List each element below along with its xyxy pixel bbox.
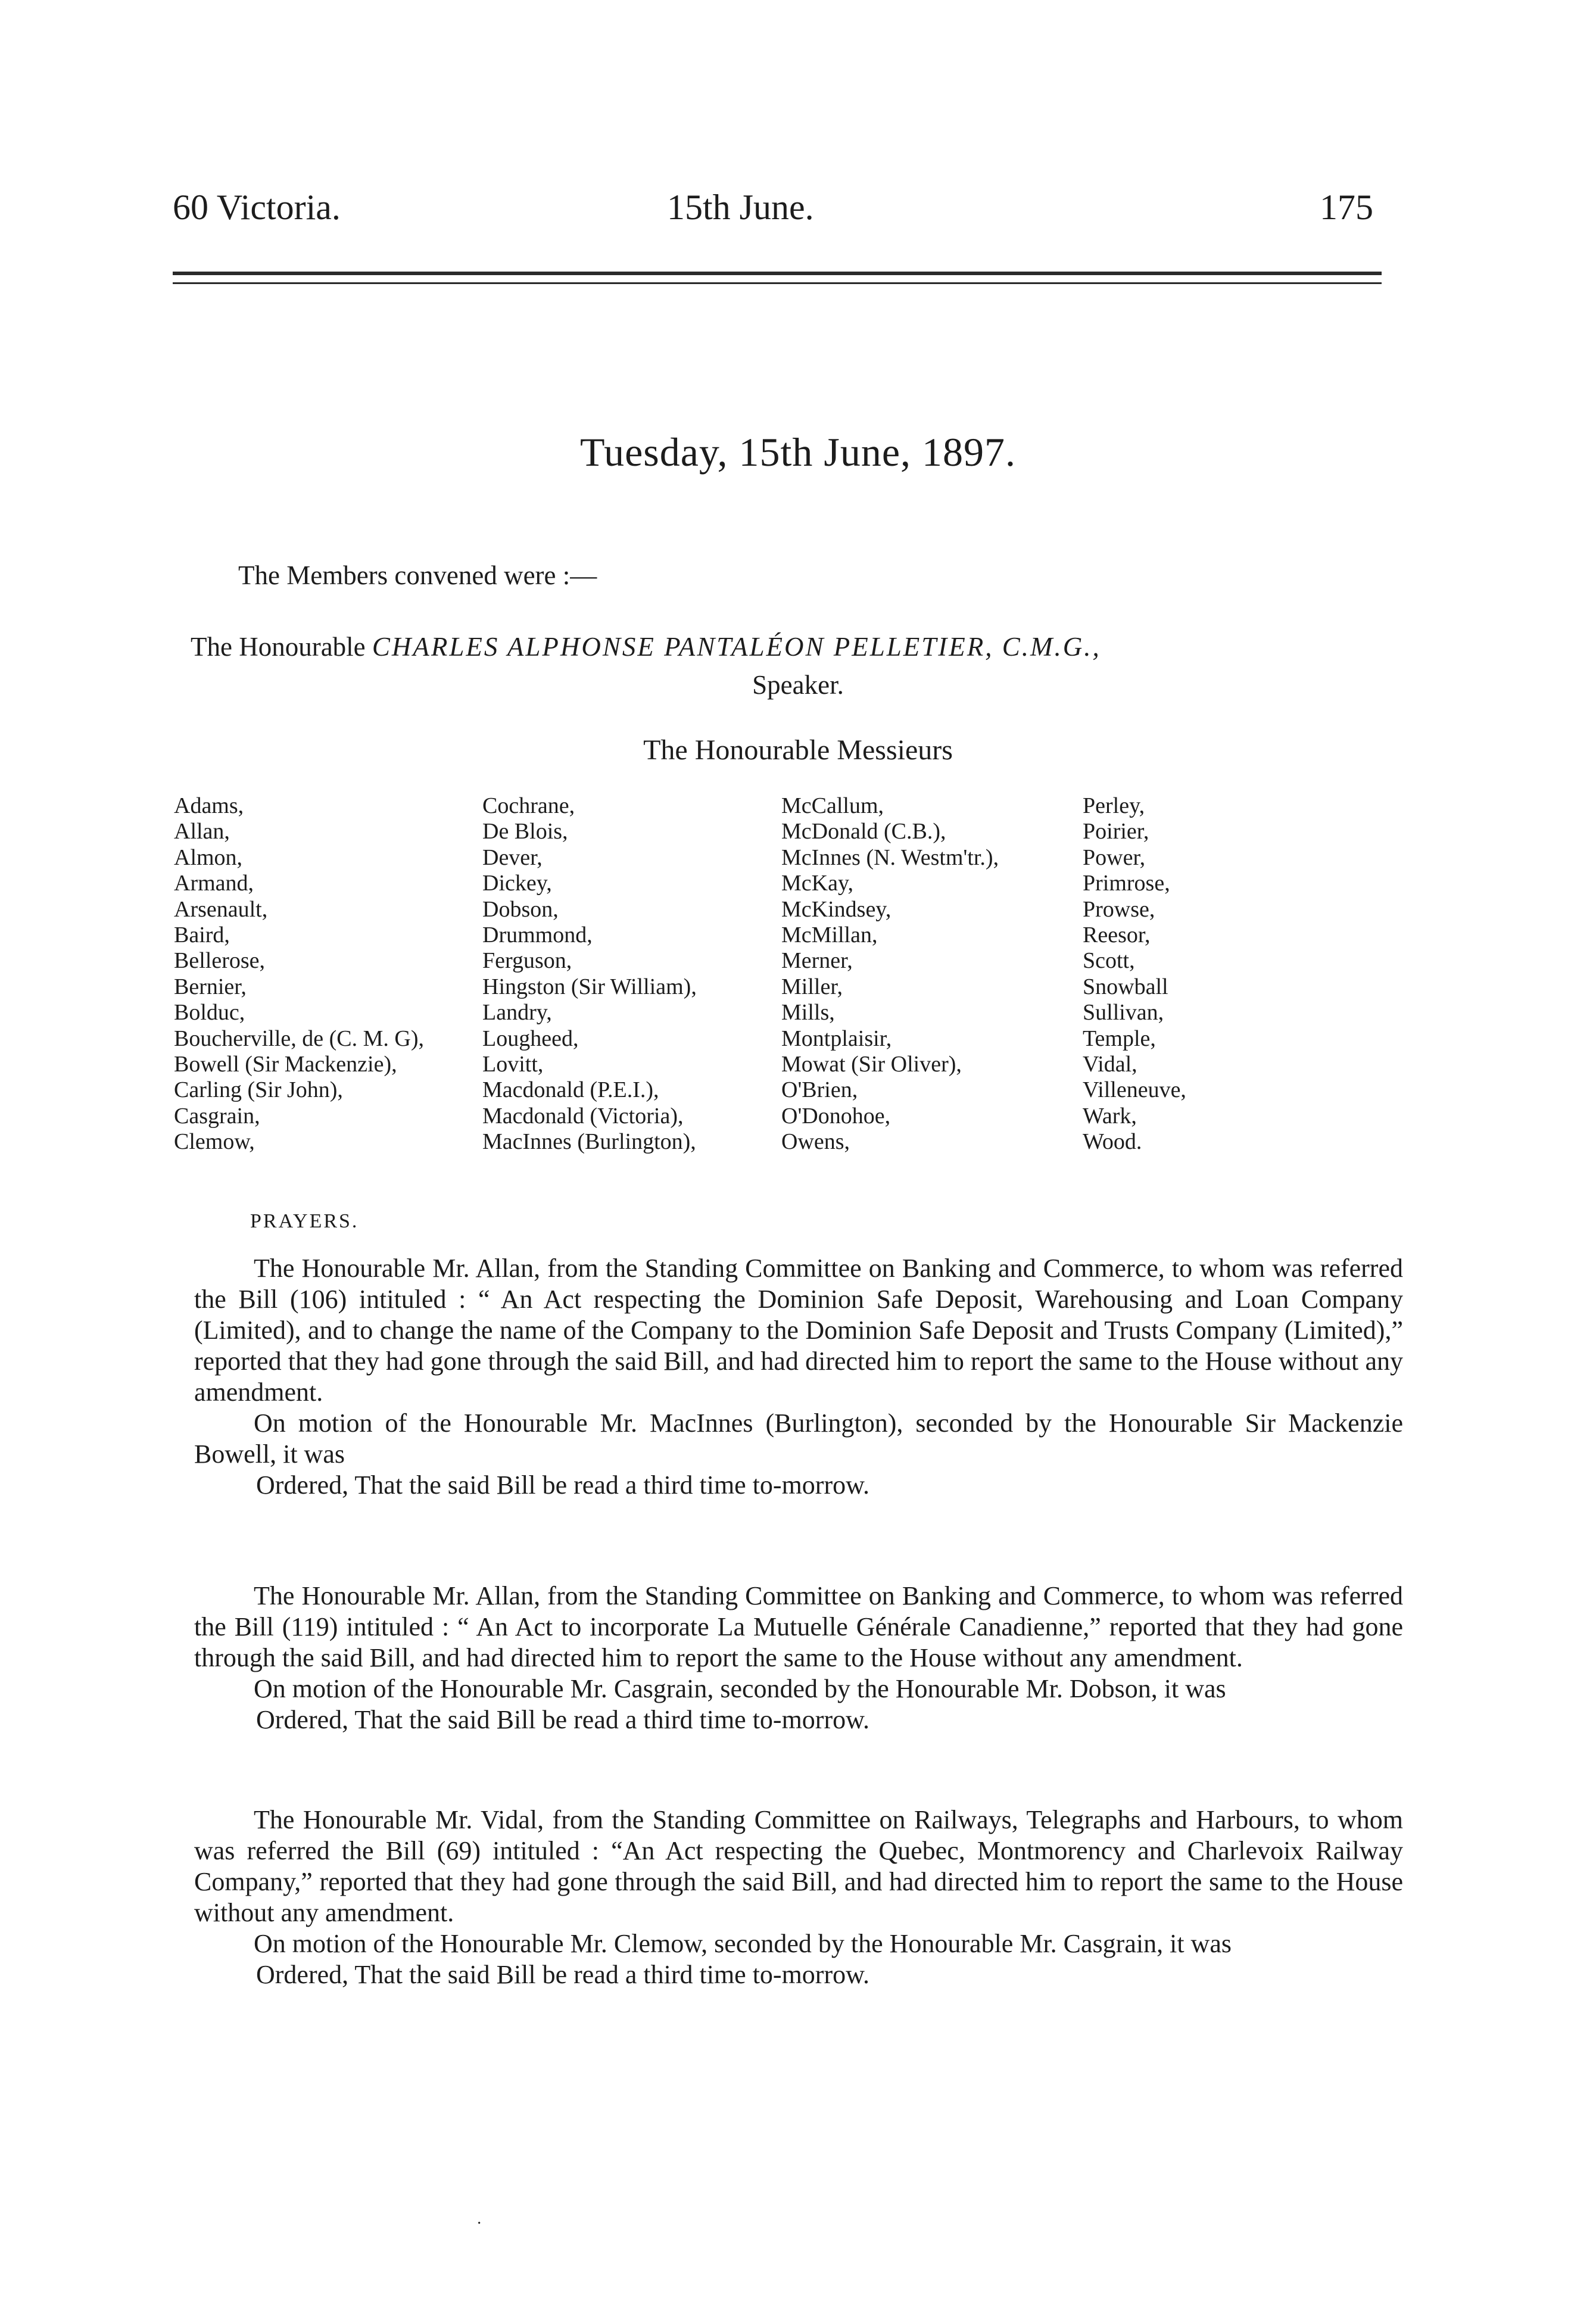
report-paragraph: The Honourable Mr. Allan, from the Standing Committee on Banking and Commerce, to whom was referred the Bill (106) intituled : “ An Act respecting the Dominion Safe Deposit, Warehousing and Loan Company (Limited), and to change the name of the Company to the Dominion Safe Deposit and Trusts Company (Limited),” reported that they had gone through the said Bill, and had directed him to report the same to the House without any amendment. (194, 1254, 1403, 1407)
member-name: Dobson, (482, 896, 559, 922)
member-name: Mowat (Sir Oliver), (781, 1052, 962, 1077)
report-paragraph: The Honourable Mr. Allan, from the Standing Committee on Banking and Commerce, to whom was referred the Bill (119) intituled : “ An Act to incorporate La Mutuelle Générale Canadienne,” reported that they had gone through the said Bill, and had directed him to report the same to the House without any amendment. (194, 1581, 1403, 1672)
order-paragraph: Ordered, That the said Bill be read a third time to-morrow. (256, 1960, 870, 1989)
member-name: Montplaisir, (781, 1026, 892, 1051)
speaker-title: Speaker. (752, 670, 844, 700)
member-name: Merner, (781, 948, 853, 974)
running-header-date: 15th June. (667, 188, 814, 227)
member-name: Cochrane, (482, 793, 575, 818)
member-column-1 (174, 793, 424, 1155)
member-name: Temple, (1083, 1026, 1156, 1051)
member-name: Ferguson, (482, 948, 572, 974)
member-name: Wood. (1083, 1129, 1142, 1155)
member-name: Macdonald (P.E.I.), (482, 1077, 659, 1103)
member-name: Macdonald (Victoria), (482, 1103, 684, 1129)
member-name: Lovitt, (482, 1052, 544, 1077)
convened-line: The Members convened were :— (238, 560, 597, 590)
member-name: O'Donohoe, (781, 1103, 891, 1129)
header-rule-thin (173, 282, 1382, 284)
order-paragraph: Ordered, That the said Bill be read a third time to-morrow. (256, 1705, 870, 1734)
member-column-4 (1083, 793, 1186, 1155)
member-name: Baird, (174, 923, 230, 948)
motion-paragraph: On motion of the Honourable Mr. Casgrain, seconded by the Honourable Mr. Dobson, it was (254, 1674, 1226, 1703)
member-name: Power, (1083, 844, 1146, 870)
committee-report-entry (194, 1581, 1403, 1735)
member-name: Dever, (482, 844, 543, 870)
member-name: Miller, (781, 974, 843, 999)
header-rule-thick (173, 272, 1382, 275)
speaker-line (191, 631, 1101, 662)
member-name: Poirier, (1083, 819, 1149, 844)
member-name: Bernier, (174, 974, 247, 999)
prayers-heading: PRAYERS. (250, 1210, 359, 1232)
member-name: Owens, (781, 1129, 850, 1155)
member-name: Scott, (1083, 948, 1135, 974)
member-name: Arsenault, (174, 896, 268, 922)
member-name: McCallum, (781, 793, 884, 818)
member-name: McMillan, (781, 923, 878, 948)
member-name: Clemow, (174, 1129, 255, 1155)
member-name: McDonald (C.B.), (781, 819, 946, 844)
member-name: Armand, (174, 871, 254, 896)
member-name: Prowse, (1083, 896, 1155, 922)
member-name: Almon, (174, 844, 243, 870)
member-name: Dickey, (482, 871, 552, 896)
member-name: McInnes (N. Westm'tr.), (781, 844, 999, 870)
committee-report-entry (194, 1253, 1403, 1501)
speaker-prefix: The Honourable (191, 632, 366, 662)
messieurs-heading: The Honourable Messieurs (643, 734, 953, 766)
member-name: Villeneuve, (1083, 1077, 1186, 1103)
motion-paragraph: On motion of the Honourable Mr. Clemow, seconded by the Honourable Mr. Casgrain, it was (254, 1929, 1232, 1958)
member-name: Hingston (Sir William), (482, 974, 697, 999)
committee-report-entry (194, 1805, 1403, 1990)
member-name: Bolduc, (174, 1000, 245, 1026)
member-name: Primrose, (1083, 871, 1170, 896)
speaker-name: CHARLES ALPHONSE PANTALÉON PELLETIER, C.M.G., (372, 632, 1101, 662)
member-name: Bellerose, (174, 948, 266, 974)
member-name: Sullivan, (1083, 1000, 1164, 1026)
member-name: Reesor, (1083, 923, 1151, 948)
member-name: MacInnes (Burlington), (482, 1129, 696, 1155)
page-number: 175 (1320, 188, 1373, 227)
member-name: Landry, (482, 1000, 552, 1026)
member-name: Boucherville, de (C. M. G), (174, 1026, 425, 1051)
member-name: Lougheed, (482, 1026, 579, 1051)
member-name: O'Brien, (781, 1077, 858, 1103)
member-name: Wark, (1083, 1103, 1137, 1129)
member-name: Carling (Sir John), (174, 1077, 343, 1103)
order-paragraph: Ordered, That the said Bill be read a third time to-morrow. (256, 1470, 870, 1500)
member-name: Bowell (Sir Mackenzie), (174, 1052, 397, 1077)
member-name: Drummond, (482, 923, 593, 948)
member-name: Casgrain, (174, 1103, 260, 1129)
member-name: Perley, (1083, 793, 1145, 818)
member-column-2 (482, 793, 697, 1155)
member-column-3 (781, 793, 999, 1155)
page-title: Tuesday, 15th June, 1897. (579, 429, 1017, 475)
motion-paragraph: On motion of the Honourable Mr. MacInnes (Burlington), seconded by the Honourable Sir Mackenzie Bowell, it was (194, 1408, 1403, 1469)
member-name: McKay, (781, 871, 853, 896)
member-name: De Blois, (482, 819, 568, 844)
member-name: Adams, (174, 793, 244, 818)
member-name: Snowball (1083, 974, 1168, 999)
member-name: McKindsey, (781, 896, 891, 922)
member-name: Vidal, (1083, 1052, 1137, 1077)
running-header-left: 60 Victoria. (173, 188, 341, 227)
member-name: Allan, (174, 819, 230, 844)
report-paragraph: The Honourable Mr. Vidal, from the Standing Committee on Railways, Telegraphs and Harbours, to whom was referred the Bill (69) intituled : “An Act respecting the Quebec, Montmorency and Charlevoix Railway Company,” reported that they had gone through the said Bill, and had directed him to report the same to the House without any amendment. (194, 1805, 1403, 1927)
member-name: Mills, (781, 1000, 835, 1026)
folio-dot: · (476, 2214, 482, 2233)
